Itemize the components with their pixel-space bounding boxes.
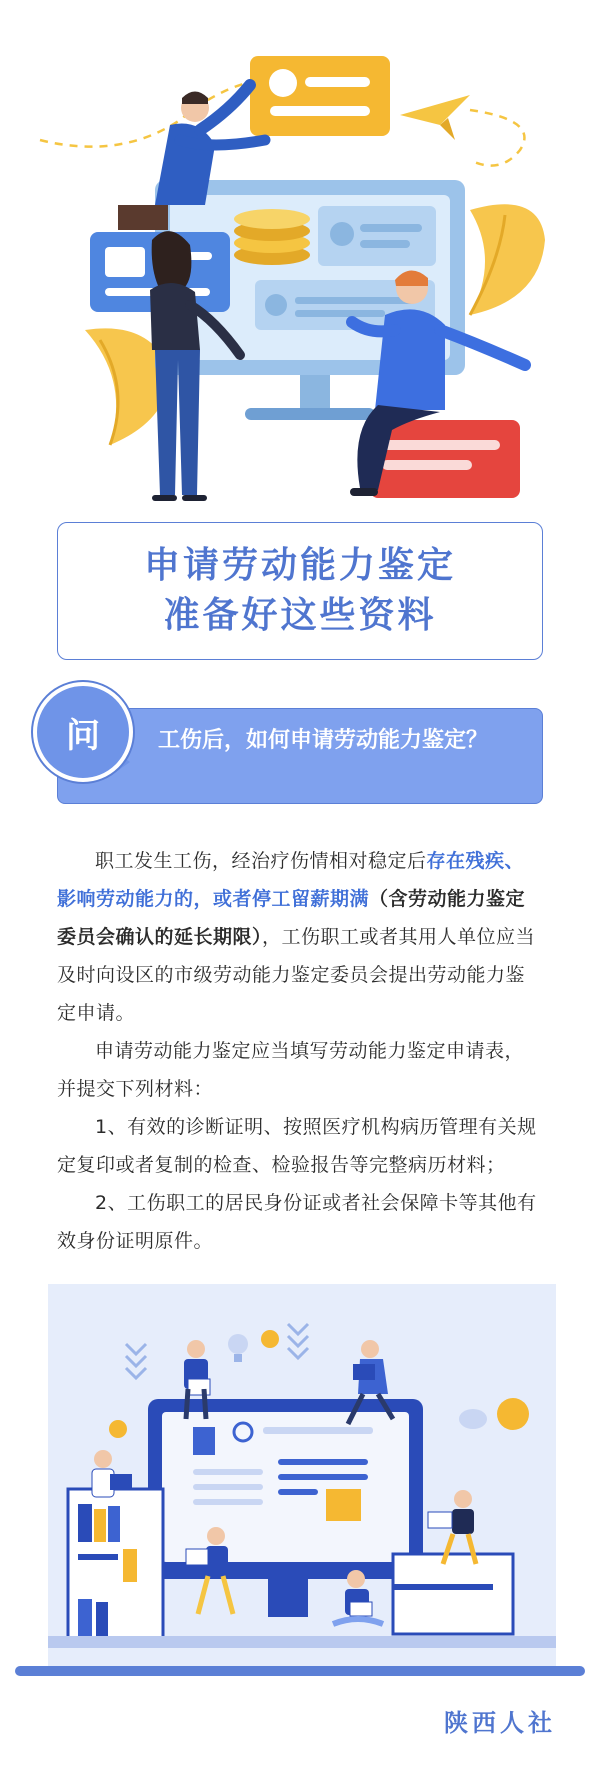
bottom-divider: [15, 1666, 585, 1676]
question-badge: [33, 682, 133, 782]
hero-illustration: [0, 0, 600, 515]
paragraph-1: [57, 842, 543, 1032]
question-text: 工伤后，如何申请劳动能力鉴定？: [158, 728, 489, 753]
paragraph-2: 申请劳动能力鉴定应当填写劳动能力鉴定申请表，并提交下列材料：: [57, 1040, 525, 1100]
p1-highlight: 存在残疾、影响劳动能力的，或者停工留薪期满: [57, 850, 525, 910]
paragraph-3: 1、有效的诊断证明、按照医疗机构病历管理有关规定复印或者复制的检查、检验报告等完整病历材料；: [57, 1116, 537, 1176]
p1-end: ，工伤职工或者其用人单位应当及时向设区的市级劳动能力鉴定委员会提出劳动能力鉴定申请。: [57, 926, 536, 1024]
title-box: [57, 522, 543, 660]
p1-bold: （含劳动能力鉴定委员会确认的延长期限）: [57, 888, 526, 948]
paragraph-4: 2、工伤职工的居民身份证或者社会保障卡等其他有效身份证明原件。: [57, 1192, 537, 1252]
p1-start: 职工发生工伤，经治疗伤情相对稳定后: [95, 850, 427, 872]
body-text: [57, 842, 543, 1260]
title-line-1: 申请劳动能力鉴定: [143, 545, 456, 586]
brand-footer: 陕西人社: [444, 1709, 556, 1737]
question-badge-label: 问: [66, 715, 100, 756]
bottom-illustration: [48, 1284, 556, 1666]
title-line-2: 准备好这些资料: [163, 595, 437, 636]
